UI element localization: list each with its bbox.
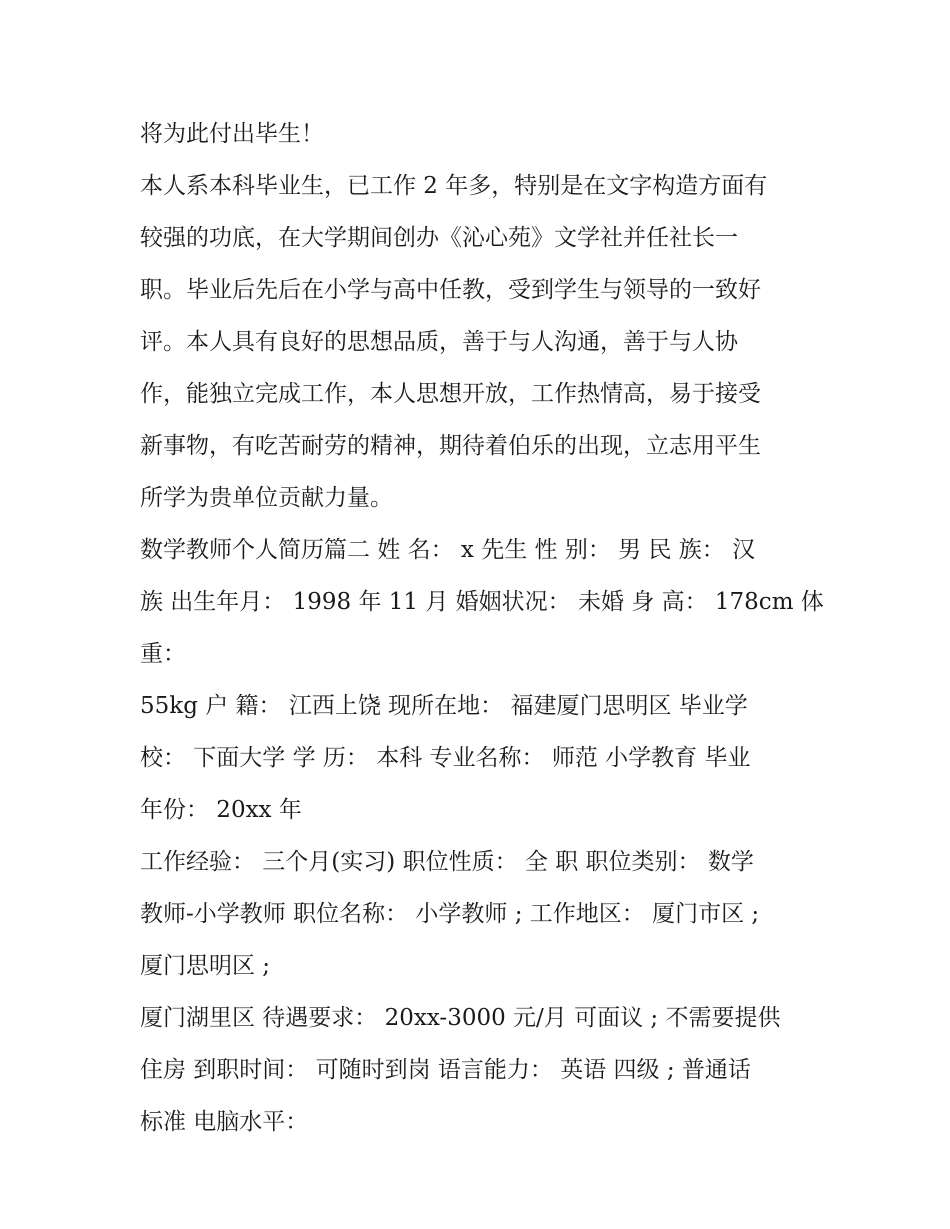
text-line: 新事物，有吃苦耐劳的精神，期待着伯乐的出现，立志用平生	[140, 433, 761, 459]
text-line: 厦门思明区 ;	[140, 953, 271, 979]
text-line: 作，能独立完成工作，本人思想开放，工作热情高，易于接受	[140, 381, 761, 407]
document-body	[140, 108, 824, 1148]
text-line: 职。毕业后先后在小学与高中任教，受到学生与领导的一致好	[140, 277, 761, 303]
text-line: 工作经验： 三个月(实习) 职位性质： 全 职 职位类别： 数学	[140, 849, 754, 875]
text-line: 数学教师个人简历篇二 姓 名： x 先生 性 别： 男 民 族： 汉	[140, 537, 756, 563]
text-line: 住房 到职时间： 可随时到岗 语言能力： 英语 四级 ; 普通话	[140, 1057, 751, 1083]
text-line: 本人系本科毕业生，已工作 2 年多，特别是在文字构造方面有	[140, 173, 768, 199]
text-line: 教师-小学教师 职位名称： 小学教师 ; 工作地区： 厦门市区 ;	[140, 901, 760, 927]
text-line: 评。本人具有良好的思想品质，善于与人沟通，善于与人协	[140, 329, 738, 355]
text-line: 所学为贵单位贡献力量。	[140, 485, 393, 511]
text-line: 校： 下面大学 学 历： 本科 专业名称： 师范 小学教育 毕业	[140, 745, 751, 771]
paragraph-closing	[140, 108, 820, 160]
text-line: 年份： 20xx 年	[140, 797, 302, 823]
text-line: 将为此付出毕生！	[140, 121, 324, 147]
paragraph-personal-info	[140, 524, 824, 680]
paragraph-self-introduction	[140, 160, 820, 524]
text-line: 55kg 户 籍： 江西上饶 现所在地： 福建厦门思明区 毕业学	[140, 693, 748, 719]
paragraph-job-intent	[140, 836, 820, 992]
text-line: 重：	[140, 641, 186, 667]
text-line: 族 出生年月： 1998 年 11 月 婚姻状况： 未婚 身 高： 178cm 体	[140, 589, 824, 615]
paragraph-education-info	[140, 680, 820, 836]
text-line: 标准 电脑水平：	[140, 1109, 309, 1135]
paragraph-requirements	[140, 992, 820, 1148]
text-line: 较强的功底，在大学期间创办《沁心苑》文学社并任社长一	[140, 225, 738, 251]
text-line: 厦门湖里区 待遇要求： 20xx-3000 元/月 可面议 ; 不需要提供	[140, 1005, 781, 1031]
